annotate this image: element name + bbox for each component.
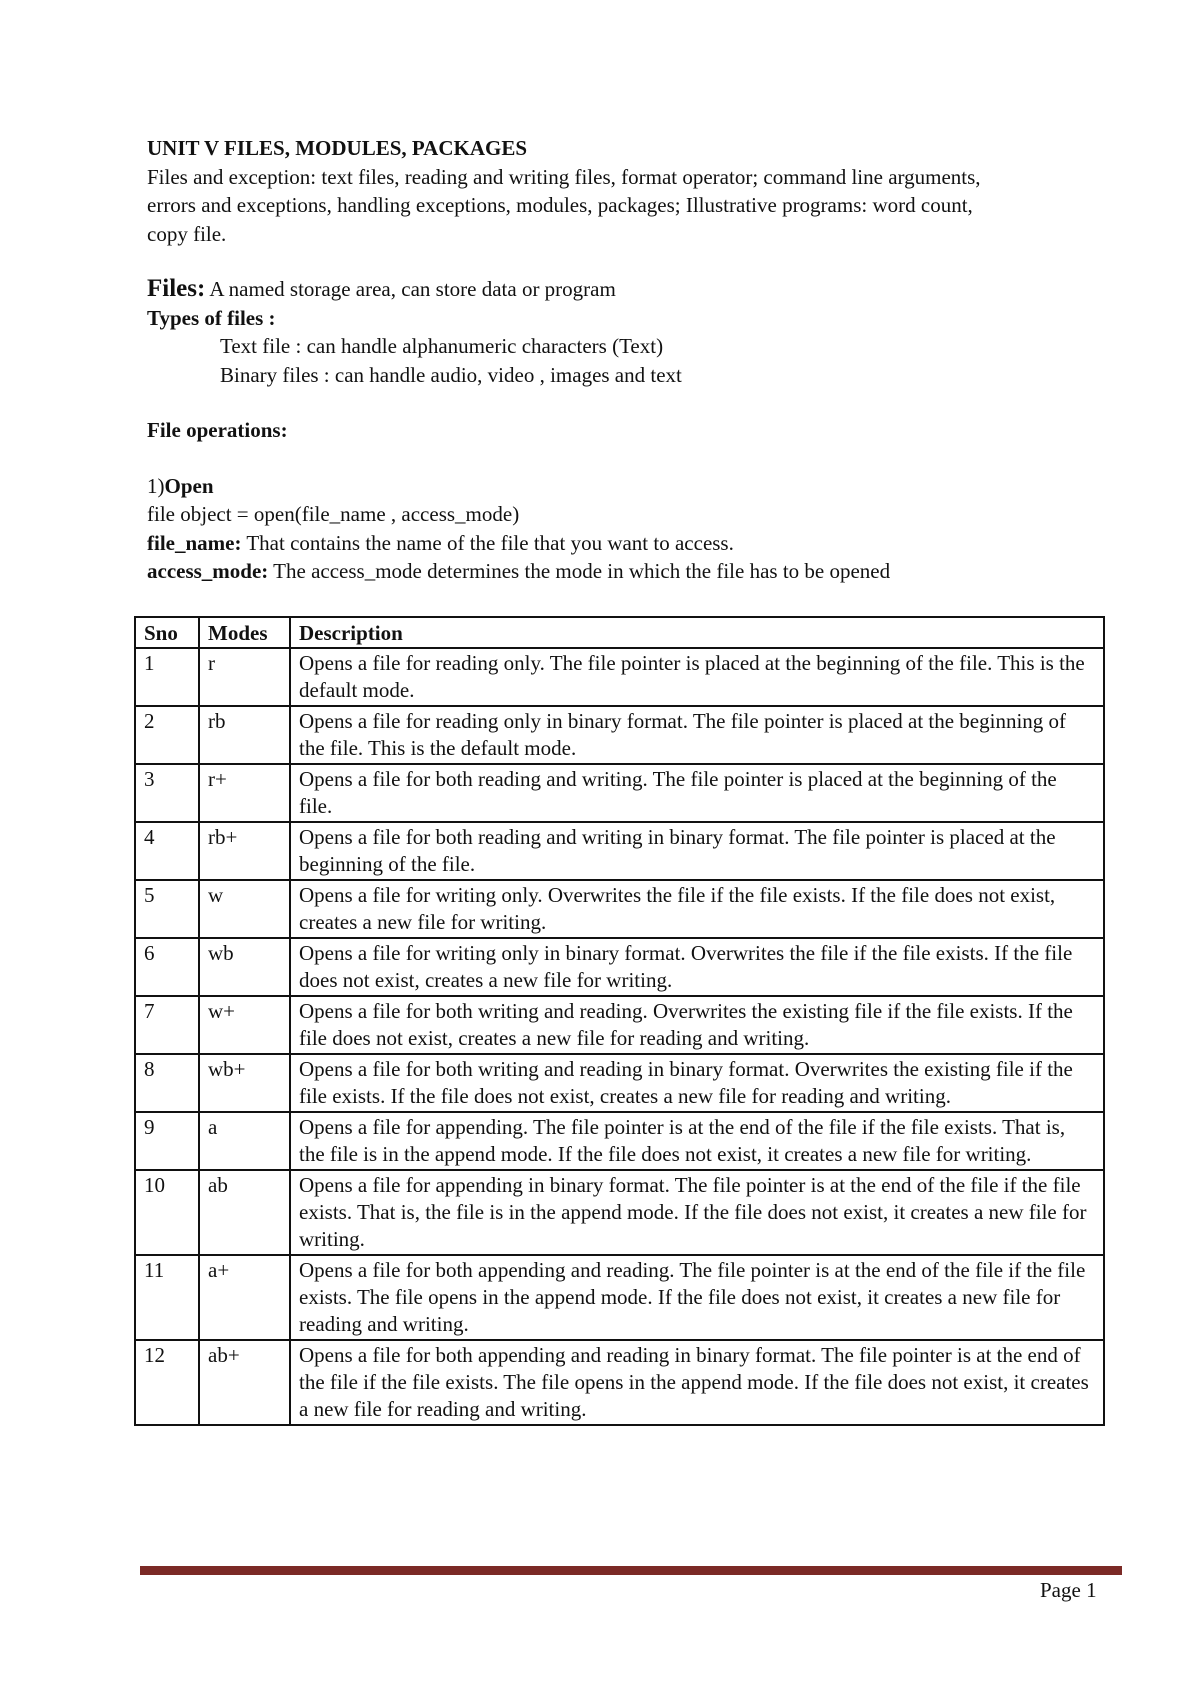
- row-description: Opens a file for both reading and writing in binary format. The file pointer is placed at the beginning of the file.: [290, 822, 1104, 880]
- table-row: [135, 1340, 1104, 1425]
- row-mode: r: [199, 648, 290, 706]
- operations-heading: File operations:: [147, 418, 288, 442]
- row-mode: rb: [199, 706, 290, 764]
- row-sno: 8: [135, 1054, 199, 1112]
- row-mode: a: [199, 1112, 290, 1170]
- row-mode: ab+: [199, 1340, 290, 1425]
- table-row: [135, 822, 1104, 880]
- open-number: 1): [147, 473, 165, 498]
- table-row: [135, 1112, 1104, 1170]
- row-sno: 4: [135, 822, 199, 880]
- page-number: Page 1: [1040, 1578, 1097, 1602]
- open-heading-line: [147, 472, 1127, 501]
- access-mode-desc: The access_mode determines the mode in which the file has to be opened: [268, 559, 891, 583]
- table-row: [135, 706, 1104, 764]
- access-modes-table: [134, 616, 1105, 1426]
- syllabus-line: errors and exceptions, handling exceptions, modules, packages; Illustrative programs: word count,: [147, 193, 973, 217]
- table-row: [135, 996, 1104, 1054]
- types-heading: Types of files :: [147, 305, 276, 330]
- footer-rule: [140, 1566, 1122, 1575]
- row-sno: 5: [135, 880, 199, 938]
- files-label: Files:: [147, 275, 206, 302]
- access-mode-line: [147, 557, 1127, 586]
- row-description: Opens a file for both writing and reading in binary format. Overwrites the existing file if the file exists. If the file does not exist, creates a new file for reading and writing.: [290, 1054, 1104, 1112]
- row-description: Opens a file for writing only. Overwrites the file if the file exists. If the file does not exist, creates a new file for writing.: [290, 880, 1104, 938]
- row-mode: w+: [199, 996, 290, 1054]
- row-description: Opens a file for reading only. The file pointer is placed at the beginning of the file. This is the default mode.: [290, 648, 1104, 706]
- row-description: Opens a file for both writing and reading. Overwrites the existing file if the file exists. If the file does not exist, creates a new file for reading and writing.: [290, 996, 1104, 1054]
- row-sno: 7: [135, 996, 199, 1054]
- file-name-label: file_name:: [147, 530, 242, 555]
- row-description: Opens a file for both appending and reading. The file pointer is at the end of the file if the file exists. The file opens in the append mode. If the file does not exist, it creates a new file for reading and writing.: [290, 1255, 1104, 1340]
- header-sno: Sno: [135, 617, 199, 648]
- table-row: [135, 648, 1104, 706]
- row-mode: wb+: [199, 1054, 290, 1112]
- row-mode: a+: [199, 1255, 290, 1340]
- type-text-file: Text file : can handle alphanumeric characters (Text): [220, 334, 664, 358]
- row-sno: 10: [135, 1170, 199, 1255]
- row-description: Opens a file for both reading and writing. The file pointer is placed at the beginning of the file.: [290, 764, 1104, 822]
- row-mode: wb: [199, 938, 290, 996]
- row-sno: 11: [135, 1255, 199, 1340]
- file-name-line: [147, 529, 1127, 558]
- row-mode: rb+: [199, 822, 290, 880]
- row-sno: 1: [135, 648, 199, 706]
- syllabus-line: copy file.: [147, 221, 227, 246]
- row-description: Opens a file for writing only in binary format. Overwrites the file if the file exists. If the file does not exist, creates a new file for writing.: [290, 938, 1104, 996]
- syllabus-line: Files and exception: text files, reading and writing files, format operator; command line arguments,: [147, 164, 981, 189]
- row-description: Opens a file for reading only in binary format. The file pointer is placed at the beginning of the file. This is the default mode.: [290, 706, 1104, 764]
- row-mode: ab: [199, 1170, 290, 1255]
- row-sno: 3: [135, 764, 199, 822]
- table-row: [135, 880, 1104, 938]
- header-modes: Modes: [199, 617, 290, 648]
- unit-title: UNIT V FILES, MODULES, PACKAGES: [147, 136, 528, 160]
- row-sno: 2: [135, 706, 199, 764]
- table-body: [135, 648, 1104, 1425]
- row-sno: 12: [135, 1340, 199, 1425]
- table-row: [135, 1170, 1104, 1255]
- header-description: Description: [290, 617, 1104, 648]
- row-description: Opens a file for appending in binary format. The file pointer is at the end of the file if the file exists. That is, the file is in the append mode. If the file does not exist, it creates a new file for writing.: [290, 1170, 1104, 1255]
- row-description: Opens a file for both appending and reading in binary format. The file pointer is at the end of the file if the file exists. The file opens in the append mode. If the file does not exist, it creates a new file for reading and writing.: [290, 1340, 1104, 1425]
- type-binary-file: Binary files : can handle audio, video , images and text: [220, 362, 682, 387]
- table-row: [135, 764, 1104, 822]
- row-mode: w: [199, 880, 290, 938]
- files-definition-line: [147, 275, 1127, 304]
- row-description: Opens a file for appending. The file pointer is at the end of the file if the file exists. That is, the file is in the append mode. If the file does not exist, it creates a new file for writing.: [290, 1112, 1104, 1170]
- open-syntax: file object = open(file_name , access_mode): [147, 502, 520, 526]
- table-row: [135, 1054, 1104, 1112]
- row-sno: 9: [135, 1112, 199, 1170]
- access-mode-label: access_mode:: [147, 559, 269, 583]
- document-body: [147, 134, 1127, 586]
- open-heading: Open: [164, 473, 214, 498]
- files-definition: A named storage area, can store data or program: [205, 277, 616, 301]
- file-name-desc: That contains the name of the file that you want to access.: [241, 530, 734, 555]
- row-sno: 6: [135, 938, 199, 996]
- table-header-row: [135, 617, 1104, 648]
- table-row: [135, 938, 1104, 996]
- row-mode: r+: [199, 764, 290, 822]
- table-row: [135, 1255, 1104, 1340]
